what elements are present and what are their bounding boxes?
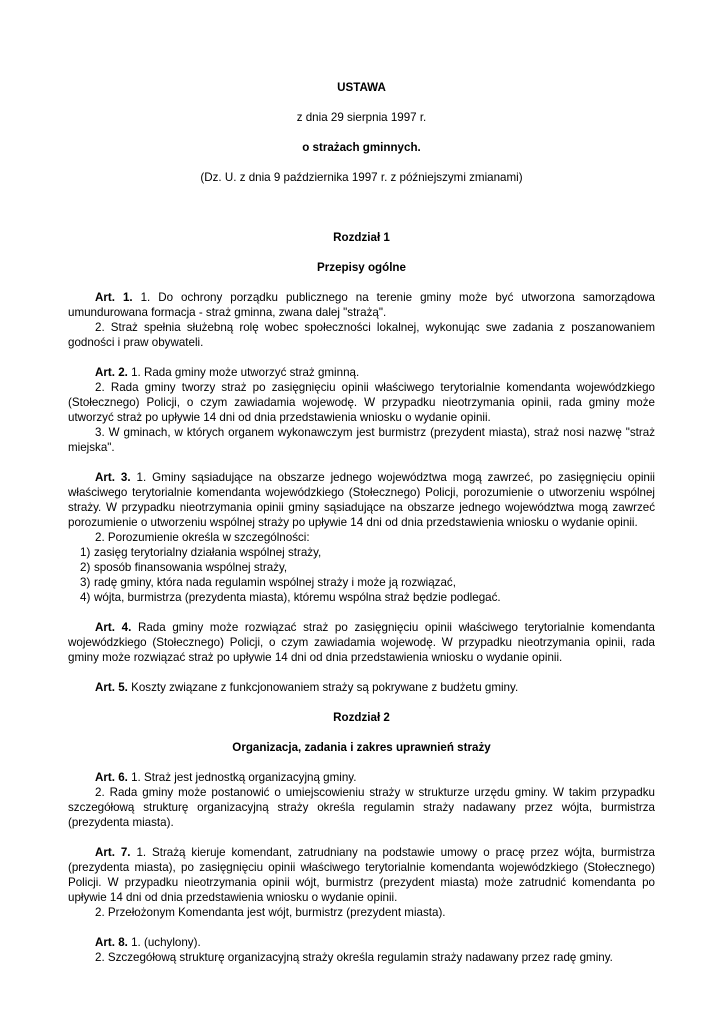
article-2-para-2: 2. Rada gminy tworzy straż po zasięgnięciu opinii właściwego terytorialnie komendanta wojewódzkiego (Stołecznego) Policji, o czym zawiadamia wojewodę. W przypadku nieotrzymania opinii, rada gminy może utworzyć straż po upływie 14 dni od dnia przedstawienia wniosku o wydanie opinii. xyxy=(68,381,655,424)
article-5 xyxy=(68,680,655,695)
article-2-para-3: 3. W gminach, w których organem wykonawczym jest burmistrz (prezydent miasta), straż nosi nazwę "straż miejska". xyxy=(68,426,655,454)
document-date: z dnia 29 sierpnia 1997 r. xyxy=(296,111,427,124)
list-item: 1) zasięg terytorialny działania wspólnej straży, xyxy=(80,546,322,559)
article-7-para-2: 2. Przełożonym Komendanta jest wójt, burmistrz (prezydent miasta). xyxy=(95,906,446,919)
article-7-para-1: Art. 7. 1. Strażą kieruje komendant, zatrudniany na podstawie umowy o pracę przez wójta, burmistrza (prezydenta miasta), po zasięgnięciu opinii właściwego terytorialnie komendanta wojewódzkiego (Stołecznego) Policji. W przypadku nieotrzymania opinii wójt, burmistrz (prezydent miasta) może zatrudnić komendanta po upływie 14 dni od dnia przedstawienia wniosku o wydanie opinii. xyxy=(68,846,656,904)
article-label: Art. 4. xyxy=(95,621,132,634)
article-1-para-2: 2. Straż spełnia służebną rolę wobec społeczności lokalnej, wykonując swe zadania z poszanowaniem godności i praw obywateli. xyxy=(68,321,655,349)
article-1 xyxy=(68,290,655,350)
article-4-para-1: Art. 4. Rada gminy może rozwiązać straż po zasięgnięciu opinii właściwego terytorialnie komendanta wojewódzkiego (Stołecznego) Policji, o czym zawiadamia wojewodę. W przypadku nieotrzymania opinii, rada gminy może rozwiązać straż po upływie 14 dni od dnia przedstawienia wniosku o wydanie opinii. xyxy=(68,621,655,664)
chapter-1-subheading: Przepisy ogólne xyxy=(317,261,406,274)
list-item: 4) wójta, burmistrza (prezydenta miasta), któremu wspólna straż będzie podlegać. xyxy=(80,591,501,604)
document-body xyxy=(68,80,655,965)
article-1-para-1: Art. 1. 1. Do ochrony porządku publicznego na terenie gminy może być utworzona samorządowa umundurowana formacja - straż gminna, zwana dalej "strażą". xyxy=(68,291,655,319)
article-2-para-1: Art. 2. 1. Rada gminy może utworzyć straż gminną. xyxy=(95,366,360,379)
article-3-para-1: Art. 3. 1. Gminy sąsiadujące na obszarze jednego województwa mogą zawrzeć, po zasięgnięciu opinii właściwego terytorialnie komendanta wojewódzkiego (Stołecznego) Policji, porozumienie o utworzeniu wspólnej straży. W przypadku nieotrzymania opinii gminy sąsiadujące na obszarze jednego województwa mogą zawrzeć porozumienie o utworzeniu wspólnej straży po upływie 14 dni od dnia przedstawienia wniosku o wydanie opinii. xyxy=(68,471,656,529)
article-8 xyxy=(68,935,655,965)
document-source: (Dz. U. z dnia 9 października 1997 r. z późniejszymi zmianami) xyxy=(200,171,523,184)
chapter-1-heading: Rozdział 1 xyxy=(333,231,390,244)
chapter-2-subheading: Organizacja, zadania i zakres uprawnień straży xyxy=(232,741,491,754)
article-label: Art. 3. xyxy=(95,471,131,484)
chapter-2-heading: Rozdział 2 xyxy=(333,711,390,724)
list-item: 2) sposób finansowania wspólnej straży, xyxy=(80,561,288,574)
document-subject: o strażach gminnych. xyxy=(302,141,421,154)
article-label: Art. 5. xyxy=(95,681,128,694)
article-5-para-1: Art. 5. Koszty związane z funkcjonowaniem straży są pokrywane z budżetu gminy. xyxy=(95,681,519,694)
article-3-para-2: 2. Porozumienie określa w szczególności: xyxy=(95,531,310,544)
article-8-para-1: Art. 8. 1. (uchylony). xyxy=(95,936,201,949)
article-label: Art. 8. xyxy=(95,936,128,949)
article-3 xyxy=(68,470,655,605)
article-8-para-2: 2. Szczegółową strukturę organizacyjną straży określa regulamin straży nadawany przez radę gminy. xyxy=(95,951,613,964)
article-2 xyxy=(68,365,655,455)
article-6-para-2: 2. Rada gminy może postanowić o umiejscowieniu straży w strukturze urzędu gminy. W takim przypadku szczegółową strukturę organizacyjną straży określa regulamin straży nadawany przez wójta, burmistrza (prezydenta miasta). xyxy=(68,786,655,829)
article-4 xyxy=(68,620,655,665)
article-label: Art. 2. xyxy=(95,366,128,379)
document-title: USTAWA xyxy=(337,81,386,94)
article-7 xyxy=(68,845,655,920)
article-label: Art. 1. xyxy=(95,291,133,304)
list-item: 3) radę gminy, która nada regulamin wspólnej straży i może ją rozwiązać, xyxy=(80,576,456,589)
article-label: Art. 6. xyxy=(95,771,128,784)
article-label: Art. 7. xyxy=(95,846,131,859)
article-6 xyxy=(68,770,655,830)
article-6-para-1: Art. 6. 1. Straż jest jednostką organizacyjną gminy. xyxy=(95,771,357,784)
